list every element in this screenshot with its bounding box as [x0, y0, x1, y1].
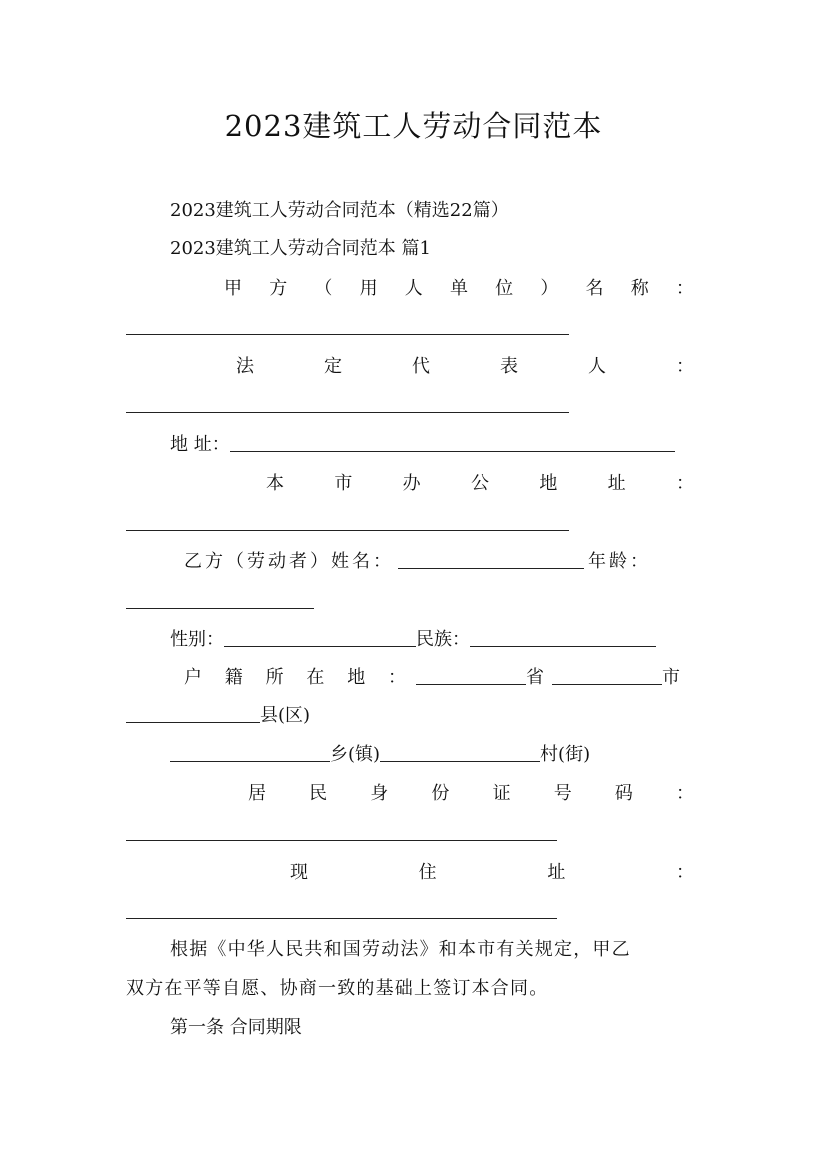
age-label: 年龄： [588, 551, 651, 572]
current-address-label: 现 住 址 ： [290, 862, 694, 883]
party-b-name-label: 乙方（劳动者）姓名： [184, 551, 394, 572]
office-address-blank[interactable] [126, 530, 569, 531]
hukou-label: 户 籍 所 在 地 ： [184, 667, 406, 688]
village-blank[interactable] [380, 743, 540, 762]
section-heading: 2023建筑工人劳动合同范本 篇1 [170, 238, 431, 259]
party-b-name-row [184, 549, 694, 575]
party-a-name-label: 甲 方 （ 用 人 单 位 ） 名 称 ： [224, 278, 694, 299]
party-b-name-blank[interactable] [398, 550, 584, 569]
article-1-heading: 第一条 合同期限 [170, 1017, 302, 1038]
legal-rep-label: 法 定 代 表 人 ： [236, 356, 694, 377]
hukou-row [184, 665, 704, 691]
county-label: 县(区) [260, 705, 311, 726]
township-label: 乡(镇) [330, 744, 381, 765]
ethnicity-label: 民族： [416, 629, 470, 650]
office-address-label: 本 市 办 公 地 址 ： [266, 473, 694, 494]
county-blank[interactable] [126, 704, 260, 723]
township-blank[interactable] [170, 743, 330, 762]
party-a-name-blank[interactable] [126, 334, 569, 335]
address-label: 地 址： [170, 434, 230, 455]
paragraph-line-2: 双方在平等自愿、协商一致的基础上签订本合同。 [126, 978, 549, 999]
gender-ethnicity-row [170, 627, 701, 653]
gender-blank[interactable] [224, 628, 416, 647]
address-blank[interactable] [230, 433, 675, 452]
township-row [170, 742, 701, 768]
current-address-blank[interactable] [126, 918, 557, 919]
city-blank[interactable] [552, 666, 662, 685]
province-blank[interactable] [416, 666, 526, 685]
paragraph-line-1: 根据《中华人民共和国劳动法》和本市有关规定，甲乙 [170, 939, 631, 960]
legal-rep-blank[interactable] [126, 412, 569, 413]
address-row [170, 432, 701, 458]
province-label: 省 [526, 667, 544, 688]
gender-label: 性别： [170, 629, 224, 650]
subtitle: 2023建筑工人劳动合同范本（精选22篇） [170, 200, 509, 221]
document-title: 2023建筑工人劳动合同范本 [224, 109, 603, 143]
county-row [126, 703, 701, 729]
id-number-blank[interactable] [126, 840, 557, 841]
village-label: 村(街) [540, 744, 591, 765]
age-blank[interactable] [126, 608, 314, 609]
id-number-label: 居 民 身 份 证 号 码 ： [248, 783, 694, 804]
ethnicity-blank[interactable] [470, 628, 656, 647]
city-label: 市 [662, 667, 680, 688]
